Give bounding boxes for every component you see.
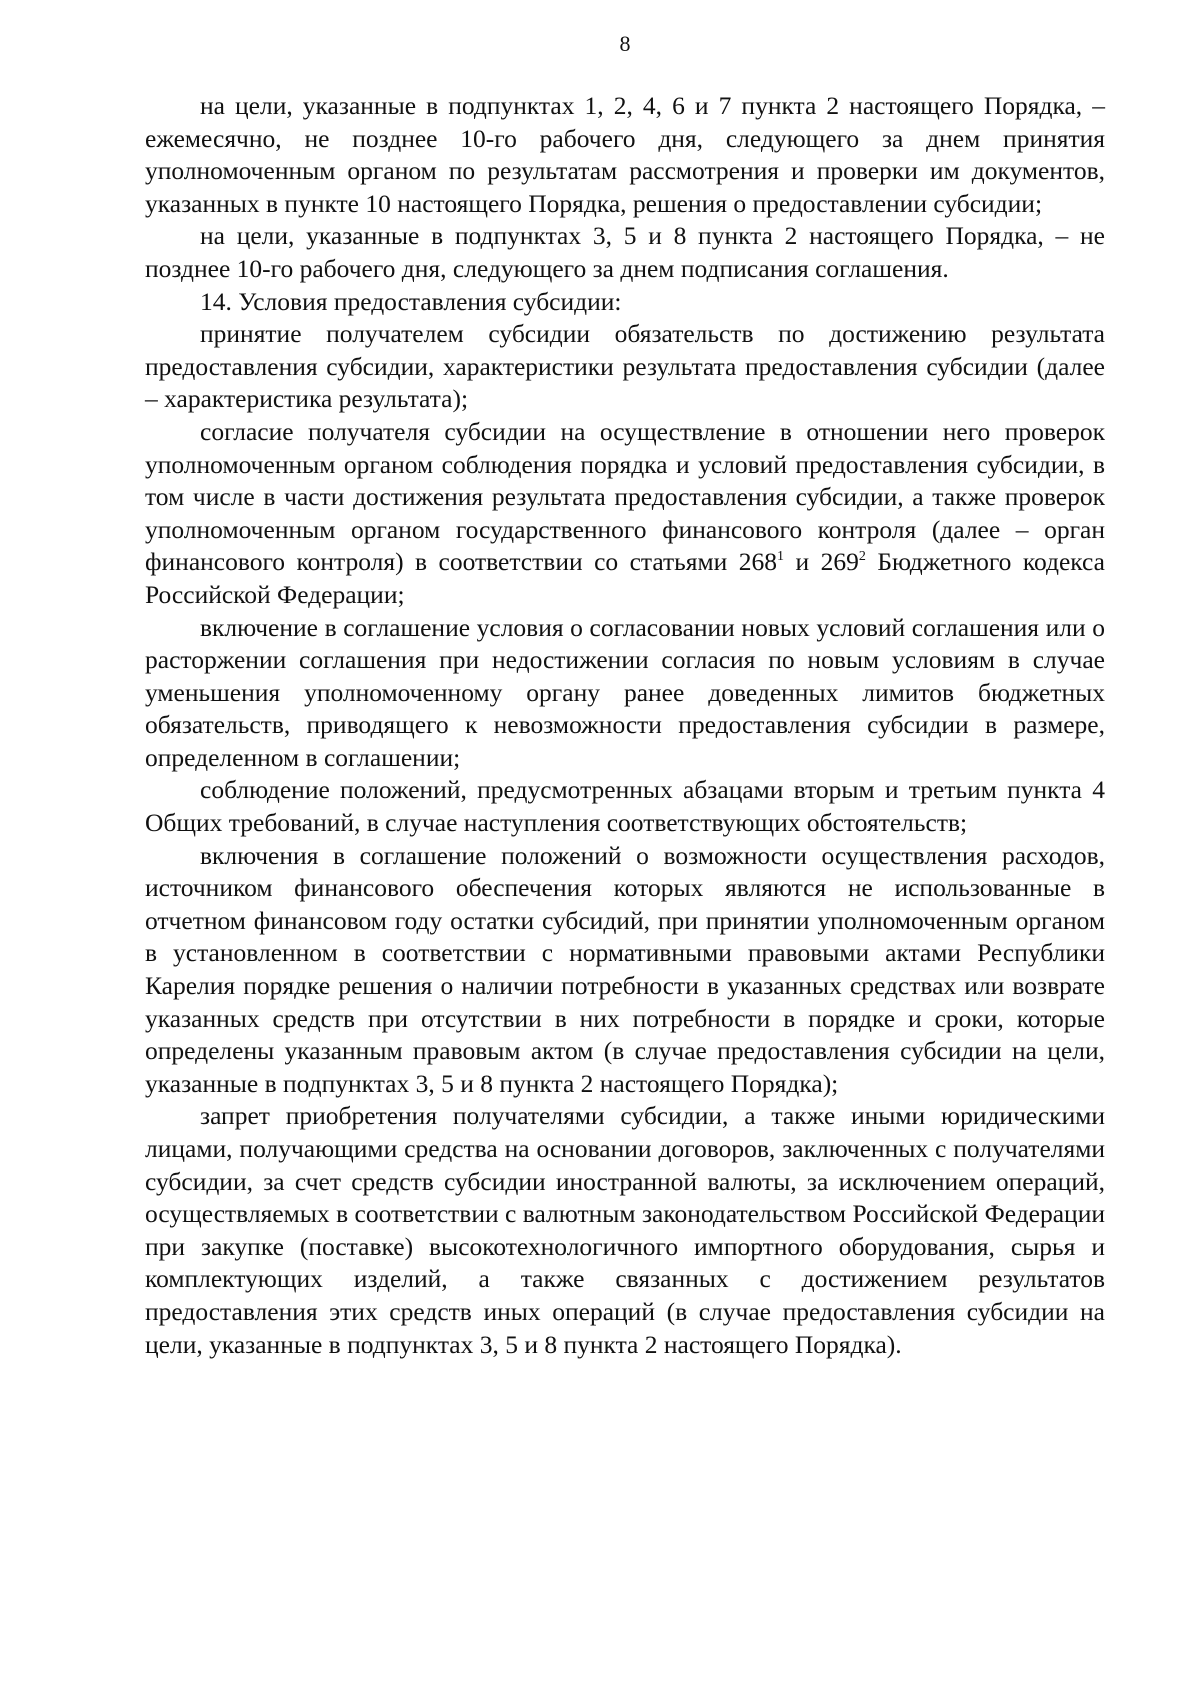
paragraph-conditions-heading: 14. Условия предоставления субсидии:: [200, 286, 622, 316]
paragraph-control-consent: [145, 416, 1105, 612]
paragraph-unused-balances: включения в соглашение положений о возможности осуществления расходов, источником финансового обеспечения которых являются не использованные в отчетном финансовом году остатки субсидий, при принятии уполномоченным органом в установленном в соответствии с нормативными правовыми актами Республики Карелия порядке решения о наличии потребности в указанных средствах или возврате указанных средств при отсутствии в них потребности в порядке и сроки, которые определены указанным правовым актом (в случае предоставления субсидии на цели, указанные в подпунктах 3, 5 и 8 пункта 2 настоящего Порядка);: [145, 840, 1105, 1098]
paragraph-payment-terms-agreement: на цели, указанные в подпунктах 3, 5 и 8 пункта 2 настоящего Порядка, – не позднее 10-го рабочего дня, следующего за днем подписания соглашения.: [145, 221, 1105, 283]
footnote-sup-2: 2: [858, 549, 866, 565]
page-number: 8: [619, 31, 631, 56]
control-text-middle: и 269: [784, 547, 859, 577]
paragraph-general-requirements: соблюдение положений, предусмотренных абзацами вторым и третьим пункта 4 Общих требований, в случае наступления соответствующих обстоятельств;: [145, 775, 1105, 838]
footnote-sup-1: 1: [777, 549, 785, 565]
paragraph-currency-prohibition: запрет приобретения получателями субсидии, а также иными юридическими лицами, получающими средства на основании договоров, заключенных с получателями субсидии, за счет средств субсидии иностранной валюты, за исключением операций, осуществляемых в соответствии с валютным законодательством Российской Федерации при закупке (поставке) высокотехнологичного импортного оборудования, сырья и комплектующих изделий, а также связанных с достижением результатов предоставления этих средств иных операций (в случае предоставления субсидии на цели, указанные в подпунктах 3, 5 и 8 пункта 2 настоящего Порядка).: [145, 1101, 1105, 1359]
paragraph-payment-terms-monthly: на цели, указанные в подпунктах 1, 2, 4, 6 и 7 пункта 2 настоящего Порядка, – ежемесячно, не позднее 10-го рабочего дня, следующего за днем принятия уполномоченным органом по результатам рассмотрения и проверки им документов, указанных в пункте 10 настоящего Порядка, решения о предоставлении субсидии;: [145, 91, 1105, 218]
paragraph-new-conditions: включение в соглашение условия о согласовании новых условий соглашения или о расторжении соглашения при недостижении согласия по новым условиям в случае уменьшения уполномоченному органу ранее доведенных лимитов бюджетных обязательств, приводящего к невозможности предоставления субсидии в размере, определенном в соглашении;: [145, 612, 1105, 772]
control-text-before: согласие получателя субсидии на осуществление в отношении него проверок уполномоченным органом соблюдения порядка и условий предоставления субсидии, в том числе в части достижения результата предоставления субсидии, а также проверок уполномоченным органом государственного финансового контроля (далее – орган финансового контроля) в соответствии со статьями 268: [145, 416, 1105, 577]
document-body: [145, 90, 1105, 1361]
paragraph-result-obligations: принятие получателем субсидии обязательств по достижению результата предоставления субсидии, характеристики результата предоставления субсидии (далее – характеристика результата);: [145, 319, 1105, 414]
control-text-after: Бюджетного кодекса Российской Федерации;: [145, 547, 1105, 609]
